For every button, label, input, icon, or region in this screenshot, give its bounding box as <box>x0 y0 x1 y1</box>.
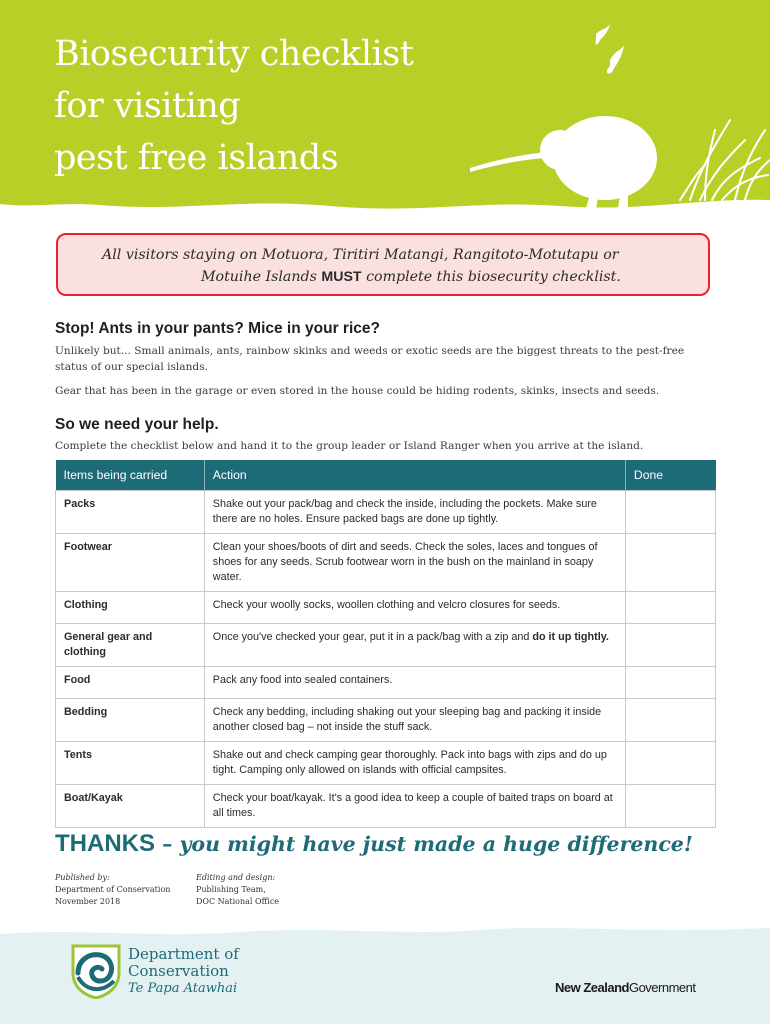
done-checkbox[interactable] <box>625 785 715 828</box>
published-label: Published by: <box>55 873 110 882</box>
table-row <box>56 667 716 699</box>
notice-must: MUST <box>321 269 362 285</box>
done-checkbox[interactable] <box>625 624 715 667</box>
title-line: Biosecurity checklist <box>54 34 414 74</box>
action-cell <box>204 592 625 624</box>
table-row <box>56 592 716 624</box>
action-cell <box>204 785 625 828</box>
editing-line: Publishing Team, <box>196 885 266 894</box>
published-credits <box>55 872 170 908</box>
done-checkbox[interactable] <box>625 699 715 742</box>
action-bold-text: do it up tightly. <box>532 631 609 643</box>
notice-prefix: Motuihe Islands <box>201 269 322 285</box>
doc-maori-name: Te Papa Atawhai <box>128 981 238 996</box>
section-heading-help: So we need your help. <box>55 416 219 433</box>
table-row <box>56 742 716 785</box>
nz-government-logo <box>555 980 696 995</box>
action-cell <box>204 491 625 534</box>
published-line: November 2018 <box>55 897 121 906</box>
section1-paragraph-2: Gear that has been in the garage or even stored in the house could be hiding rodents, skinks, insects and seeds. <box>55 385 660 397</box>
item-cell: Boat/Kayak <box>56 785 205 828</box>
table-row <box>56 491 716 534</box>
action-text: Shake out your pack/bag and check the inside, including the pockets. Make sure there are no holes. Ensure packed bags are done up tightly. <box>212 498 597 525</box>
title-line: pest free islands <box>54 138 339 178</box>
table-row <box>56 699 716 742</box>
action-cell <box>204 624 625 667</box>
section-heading-stop: Stop! Ants in your pants? Mice in your rice? <box>55 320 380 337</box>
action-text: Pack any food into sealed containers. <box>212 674 393 686</box>
editing-line: DOC National Office <box>196 897 280 906</box>
column-header-done: Done <box>625 460 715 491</box>
title-line: for visiting <box>54 86 241 126</box>
item-cell: Footwear <box>56 534 205 592</box>
done-checkbox[interactable] <box>625 491 715 534</box>
done-checkbox[interactable] <box>625 534 715 592</box>
item-cell: Food <box>56 667 205 699</box>
editing-label: Editing and design: <box>196 873 276 882</box>
notice-suffix: complete this biosecurity checklist. <box>361 269 621 285</box>
action-text: Check your woolly socks, woollen clothing and velcro closures for seeds. <box>212 599 561 611</box>
done-checkbox[interactable] <box>625 592 715 624</box>
editing-credits <box>196 872 279 908</box>
doc-name-line-2: Conservation <box>128 962 229 980</box>
doc-name-line-1: Department of <box>128 945 239 963</box>
table-row <box>56 624 716 667</box>
done-checkbox[interactable] <box>625 667 715 699</box>
checklist-table <box>55 460 716 828</box>
table-row <box>56 534 716 592</box>
action-text: Check any bedding, including shaking out your sleeping bag and packing it inside another closed bag – not inside the stuff sack. <box>212 706 602 733</box>
action-cell <box>204 667 625 699</box>
action-text: Shake out and check camping gear thoroughly. Pack into bags with zips and do up tight. Camping only allowed on islands with official campsites. <box>212 749 607 776</box>
item-cell: Packs <box>56 491 205 534</box>
item-cell: Bedding <box>56 699 205 742</box>
action-text: Clean your shoes/boots of dirt and seeds. Check the soles, laces and tongues of shoes for any seeds. Scrub footwear worn in the bush on the mainland in soapy water. <box>212 541 598 583</box>
page-title <box>54 28 413 184</box>
thanks-rest: – you might have just made a huge difference! <box>155 832 693 856</box>
section2-paragraph: Complete the checklist below and hand it to the group leader or Island Ranger when you arrive at the island. <box>55 440 644 452</box>
notice-line-1: All visitors staying on Motuora, Tiritiri Matangi, Rangitoto-Motutapu or <box>102 247 619 263</box>
doc-logo-icon <box>70 943 122 999</box>
published-line: Department of Conservation <box>55 885 171 894</box>
section1-paragraph-1: Unlikely but... Small animals, ants, rainbow skinks and weeds or exotic seeds are the biggest threats to the pest-free status of our special islands. <box>55 345 685 373</box>
action-cell <box>204 534 625 592</box>
column-header-items: Items being carried <box>56 460 205 491</box>
table-header-row <box>56 460 716 491</box>
done-checkbox[interactable] <box>625 742 715 785</box>
column-header-action: Action <box>204 460 625 491</box>
thanks-line <box>55 830 693 858</box>
doc-wordmark <box>128 946 239 997</box>
action-text: Check your boat/kayak. It's a good idea to keep a couple of baited traps on board at all times. <box>212 792 613 819</box>
notice-box <box>56 233 710 296</box>
item-cell: General gear and clothing <box>56 624 205 667</box>
item-cell: Clothing <box>56 592 205 624</box>
item-cell: Tents <box>56 742 205 785</box>
action-cell <box>204 742 625 785</box>
header-banner <box>0 0 770 215</box>
nzgov-rest: Government <box>628 980 696 995</box>
thanks-bold: THANKS <box>55 830 155 857</box>
notice-line-2 <box>58 266 708 288</box>
table-row <box>56 785 716 828</box>
action-text: Once you've checked your gear, put it in a pack/bag with a zip and <box>212 631 533 643</box>
nzgov-bold: New Zealand <box>555 980 629 995</box>
action-cell <box>204 699 625 742</box>
